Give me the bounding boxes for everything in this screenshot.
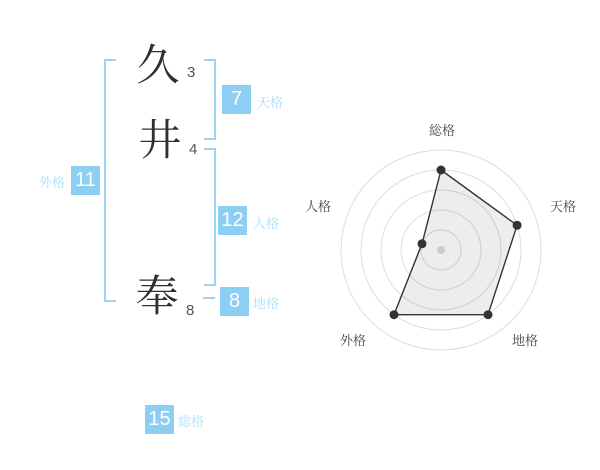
radar-point-marker xyxy=(390,310,399,319)
chikaku-value-box: 8 xyxy=(220,287,249,316)
stroke-count: 4 xyxy=(189,141,198,158)
chikaku-tick xyxy=(203,297,215,299)
jinkaku-value-box: 12 xyxy=(218,206,247,235)
radar-axis-label-jinkaku: 人格 xyxy=(304,199,331,214)
chikaku-label: 地格 xyxy=(253,296,280,311)
soukaku-value-box: 15 xyxy=(145,405,174,434)
name-character: 奉 xyxy=(135,273,179,321)
jinkaku-bracket xyxy=(204,148,216,286)
radar-axis-label-tenkaku: 天格 xyxy=(549,199,576,214)
radar-axis-label-soukaku: 総格 xyxy=(428,123,455,138)
radar-point-marker xyxy=(484,310,493,319)
radar-axis-label-chikaku: 地格 xyxy=(511,333,538,348)
stroke-count: 3 xyxy=(187,64,196,81)
radar-point-marker xyxy=(513,221,522,230)
radar-center-dot xyxy=(437,246,445,254)
radar-chart xyxy=(291,115,591,375)
tenkaku-label: 天格 xyxy=(257,95,284,110)
gaikaku-bracket xyxy=(104,59,116,302)
tenkaku-bracket xyxy=(204,59,216,140)
soukaku-label: 総格 xyxy=(178,414,205,429)
name-character: 井 xyxy=(138,117,182,165)
jinkaku-label: 人格 xyxy=(253,216,280,231)
radar-chart-area xyxy=(291,115,591,375)
tenkaku-value-box: 7 xyxy=(222,85,251,114)
name-character: 久 xyxy=(136,42,180,90)
gaikaku-label: 外格 xyxy=(39,175,66,190)
radar-point-marker xyxy=(437,166,446,175)
radar-data-polygon xyxy=(394,170,517,315)
radar-axis-label-gaikaku: 外格 xyxy=(339,333,366,348)
radar-point-marker xyxy=(418,239,427,248)
stroke-count: 8 xyxy=(186,302,195,319)
gaikaku-value-box: 11 xyxy=(71,166,100,195)
